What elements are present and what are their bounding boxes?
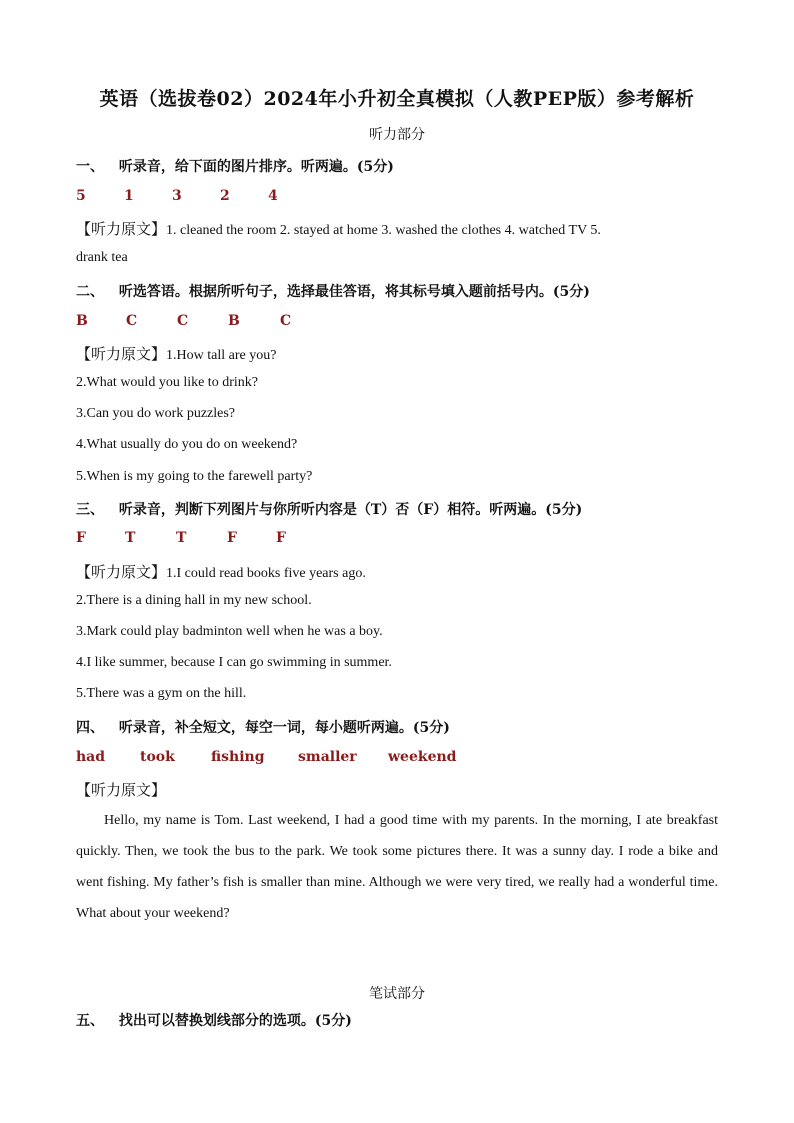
s1-answer-5: 4 [268,188,278,204]
section-4-title: 听录音，补全短文，每空一词，每小题听两遍。(5分) [118,720,450,736]
section-2-number: 二、 [76,284,104,300]
s4-answer-2: took [140,749,175,765]
section-2-title: 听选答语。根据所听句子，选择最佳答语，将其标号填入题前括号内。(5分) [118,284,590,300]
s2-script-line-5: 5.When is my going to the farewell party? [76,469,313,484]
s4-passage: Hello, my name is Tom. Last weekend, I had a good time with my parents. In the morning, I ate breakfast quickly. Then, we took the bus to the park. We took some pictures there. It was a sunny day. I rode a bike and went fishing. My father’s fish is smaller than mine. Although we were very tired, we really had a wonderful time. What about your weekend? [76,813,718,921]
s2-answer-2: C [126,313,138,329]
s1-script-line-2: drank tea [76,250,128,265]
s3-answer-5: F [276,530,286,546]
s4-answer-5: weekend [388,749,457,765]
section-5-title: 找出可以替换划线部分的选项。(5分) [118,1013,352,1029]
section-4-heading [76,717,450,737]
s4-answer-1: had [76,749,106,765]
s1-answer-3: 3 [172,188,182,204]
section-2-heading [76,281,590,301]
s1-script-line-1 [76,218,601,239]
section-1-heading [76,156,394,176]
s3-answer-4: F [227,530,237,546]
writing-part-heading: 笔试部分 [369,986,425,1002]
s3-script-line-5: 5.There was a gym on the hill. [76,686,247,701]
s1-answer-1: 5 [76,188,86,204]
section-1-number: 一、 [76,159,104,175]
s1-script-tag: 【听力原文】 [76,220,167,238]
s3-script-line-1 [76,561,366,582]
s2-script-line-2: 2.What would you like to drink? [76,375,258,390]
s3-script-tag: 【听力原文】 [76,563,167,581]
s2-answer-4: B [228,313,240,329]
s2-script-text-1: 1.How tall are you? [166,348,277,363]
section-3-title: 听录音，判断下列图片与你所听内容是（T）否（F）相符。听两遍。(5分) [118,502,583,518]
s3-answer-3: T [176,530,187,546]
s4-answer-3: fishing [211,749,265,765]
s4-answer-4: smaller [298,749,357,765]
s4-script-tag: 【听力原文】 [76,781,167,799]
section-5-number: 五、 [76,1013,104,1029]
s1-script-text: 1. cleaned the room 2. stayed at home 3. washed the clothes 4. watched TV 5. [166,223,601,238]
section-5-heading [76,1010,352,1030]
s3-answer-2: T [125,530,136,546]
s1-answer-4: 2 [220,188,230,204]
listening-part-heading: 听力部分 [369,127,425,143]
s3-script-line-2: 2.There is a dining hall in my new school. [76,593,312,608]
page-title: 英语（选拔卷02）2024年小升初全真模拟（人教PEP版）参考解析 [99,88,695,110]
section-3-heading [76,499,582,519]
s2-answer-3: C [177,313,189,329]
s3-script-line-4: 4.I like summer, because I can go swimming in summer. [76,655,392,670]
s1-answer-2: 1 [124,188,134,204]
s2-answer-1: B [76,313,88,329]
s3-answer-1: F [76,530,86,546]
s2-answer-5: C [280,313,292,329]
section-3-number: 三、 [76,502,104,518]
s2-script-line-4: 4.What usually do you do on weekend? [76,437,298,452]
s3-script-line-3: 3.Mark could play badminton well when he was a boy. [76,624,383,639]
section-4-number: 四、 [76,720,104,736]
s2-script-line-1 [76,343,276,364]
s3-script-text-1: 1.I could read books five years ago. [166,566,366,581]
section-1-title: 听录音，给下面的图片排序。听两遍。(5分) [118,159,394,175]
s2-script-tag: 【听力原文】 [76,345,167,363]
s2-script-line-3: 3.Can you do work puzzles? [76,406,236,421]
